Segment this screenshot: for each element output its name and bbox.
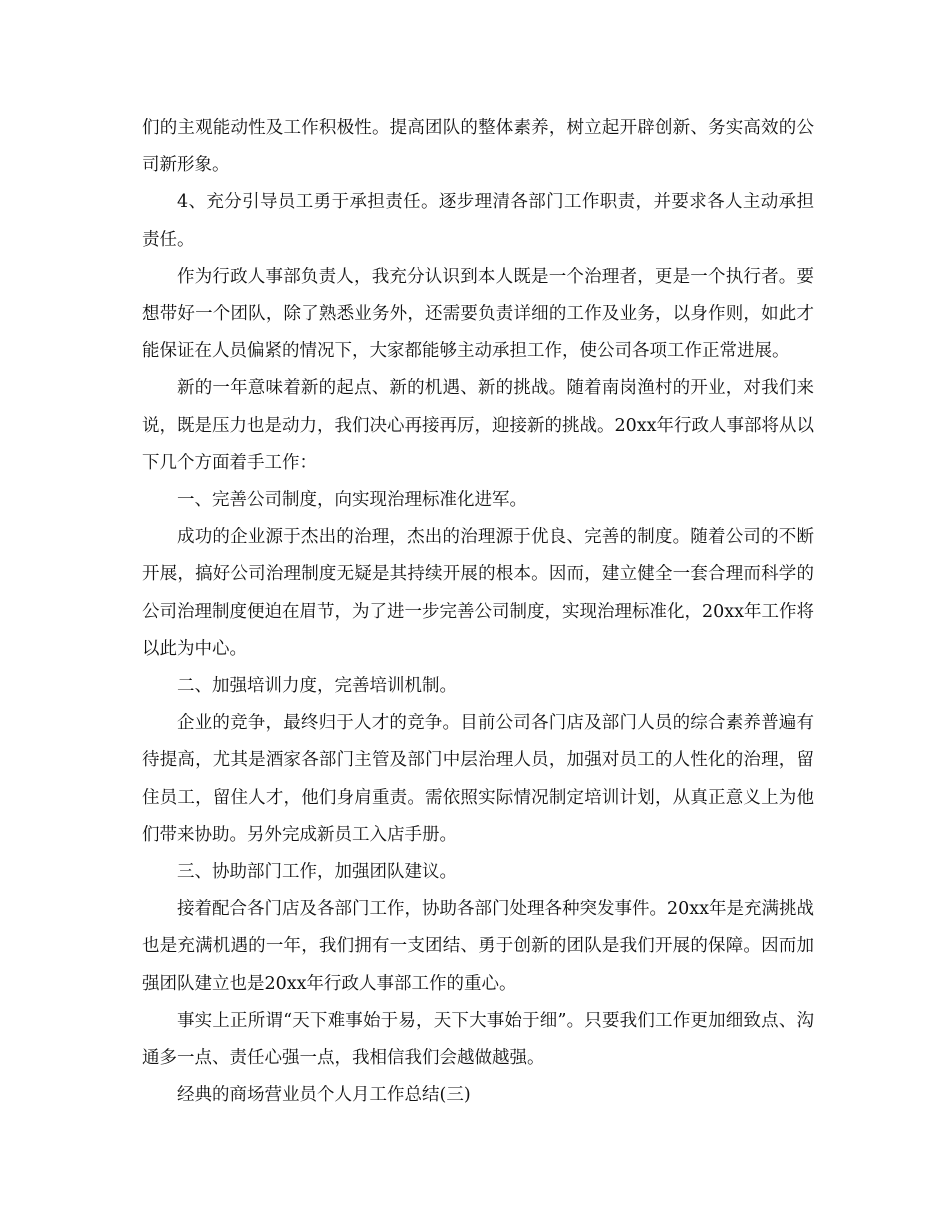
paragraph-4: 新的一年意味着新的起点、新的机遇、新的挑战。随着南岗渔村的开业，对我们来说，既是压力也是动力，我们决心再接再厉，迎接新的挑战。20xx年行政人事部将从以下几个方面着手工作： xyxy=(142,378,815,473)
paragraph-2: 4、充分引导员工勇于承担责任。逐步理清各部门工作职责，并要求各人主动承担责任。 xyxy=(142,192,814,250)
paragraph-3: 作为行政人事部负责人，我充分认识到本人既是一个治理者，更是一个执行者。要想带好一个团队，除了熟悉业务外，还需要负责详细的工作及业务，以身作则，如此才能保证在人员偏紧的情况下，大家都能够主动承担工作，使公司各项工作正常进展。 xyxy=(142,266,814,362)
paragraph-5: 成功的企业源于杰出的治理，杰出的治理源于优良、完善的制度。随着公司的不断开展，搞好公司治理制度无疑是其持续开展的根本。因而，建立健全一套合理而科学的公司治理制度便迫在眉节，为了进一步完善公司制度，实现治理标准化，20xx年工作将以此为中心。 xyxy=(142,527,815,659)
next-section-title: 经典的商场营业员个人月工作总结(三) xyxy=(177,1085,471,1106)
section-heading-3: 三、协助部门工作，加强团队建议。 xyxy=(177,862,457,883)
section-heading-2: 二、加强培训力度，完善培训机制。 xyxy=(177,676,457,697)
paragraph-7: 接着配合各门店及各部门工作，协助各部门处理各种突发事件。20xx年是充满挑战也是充满机遇的一年，我们拥有一支团结、勇于创新的团队是我们开展的保障。因而加强团队建立也是20xx年行政人事部工作的重心。 xyxy=(142,899,815,994)
section-heading-1: 一、完善公司制度，向实现治理标准化进军。 xyxy=(177,490,527,511)
paragraph-6: 企业的竞争，最终归于人才的竞争。目前公司各门店及部门人员的综合素养普遍有待提高，尤其是酒家各部门主管及部门中层治理人员，加强对员工的人性化的治理，留住员工，留住人才，他们身肩重责。需依照实际情况制定培训计划，从真正意义上为他们带来协助。另外完成新员工入店手册。 xyxy=(142,713,814,845)
document-body xyxy=(142,110,814,1114)
paragraph-8: 事实上正所谓“天下难事始于易，天下大事始于细”。只要我们工作更加细致点、沟通多一点、责任心强一点，我相信我们会越做越强。 xyxy=(142,1010,814,1069)
paragraph-1: 们的主观能动性及工作积极性。提高团队的整体素养，树立起开辟创新、务实高效的公司新形象。 xyxy=(142,118,814,176)
